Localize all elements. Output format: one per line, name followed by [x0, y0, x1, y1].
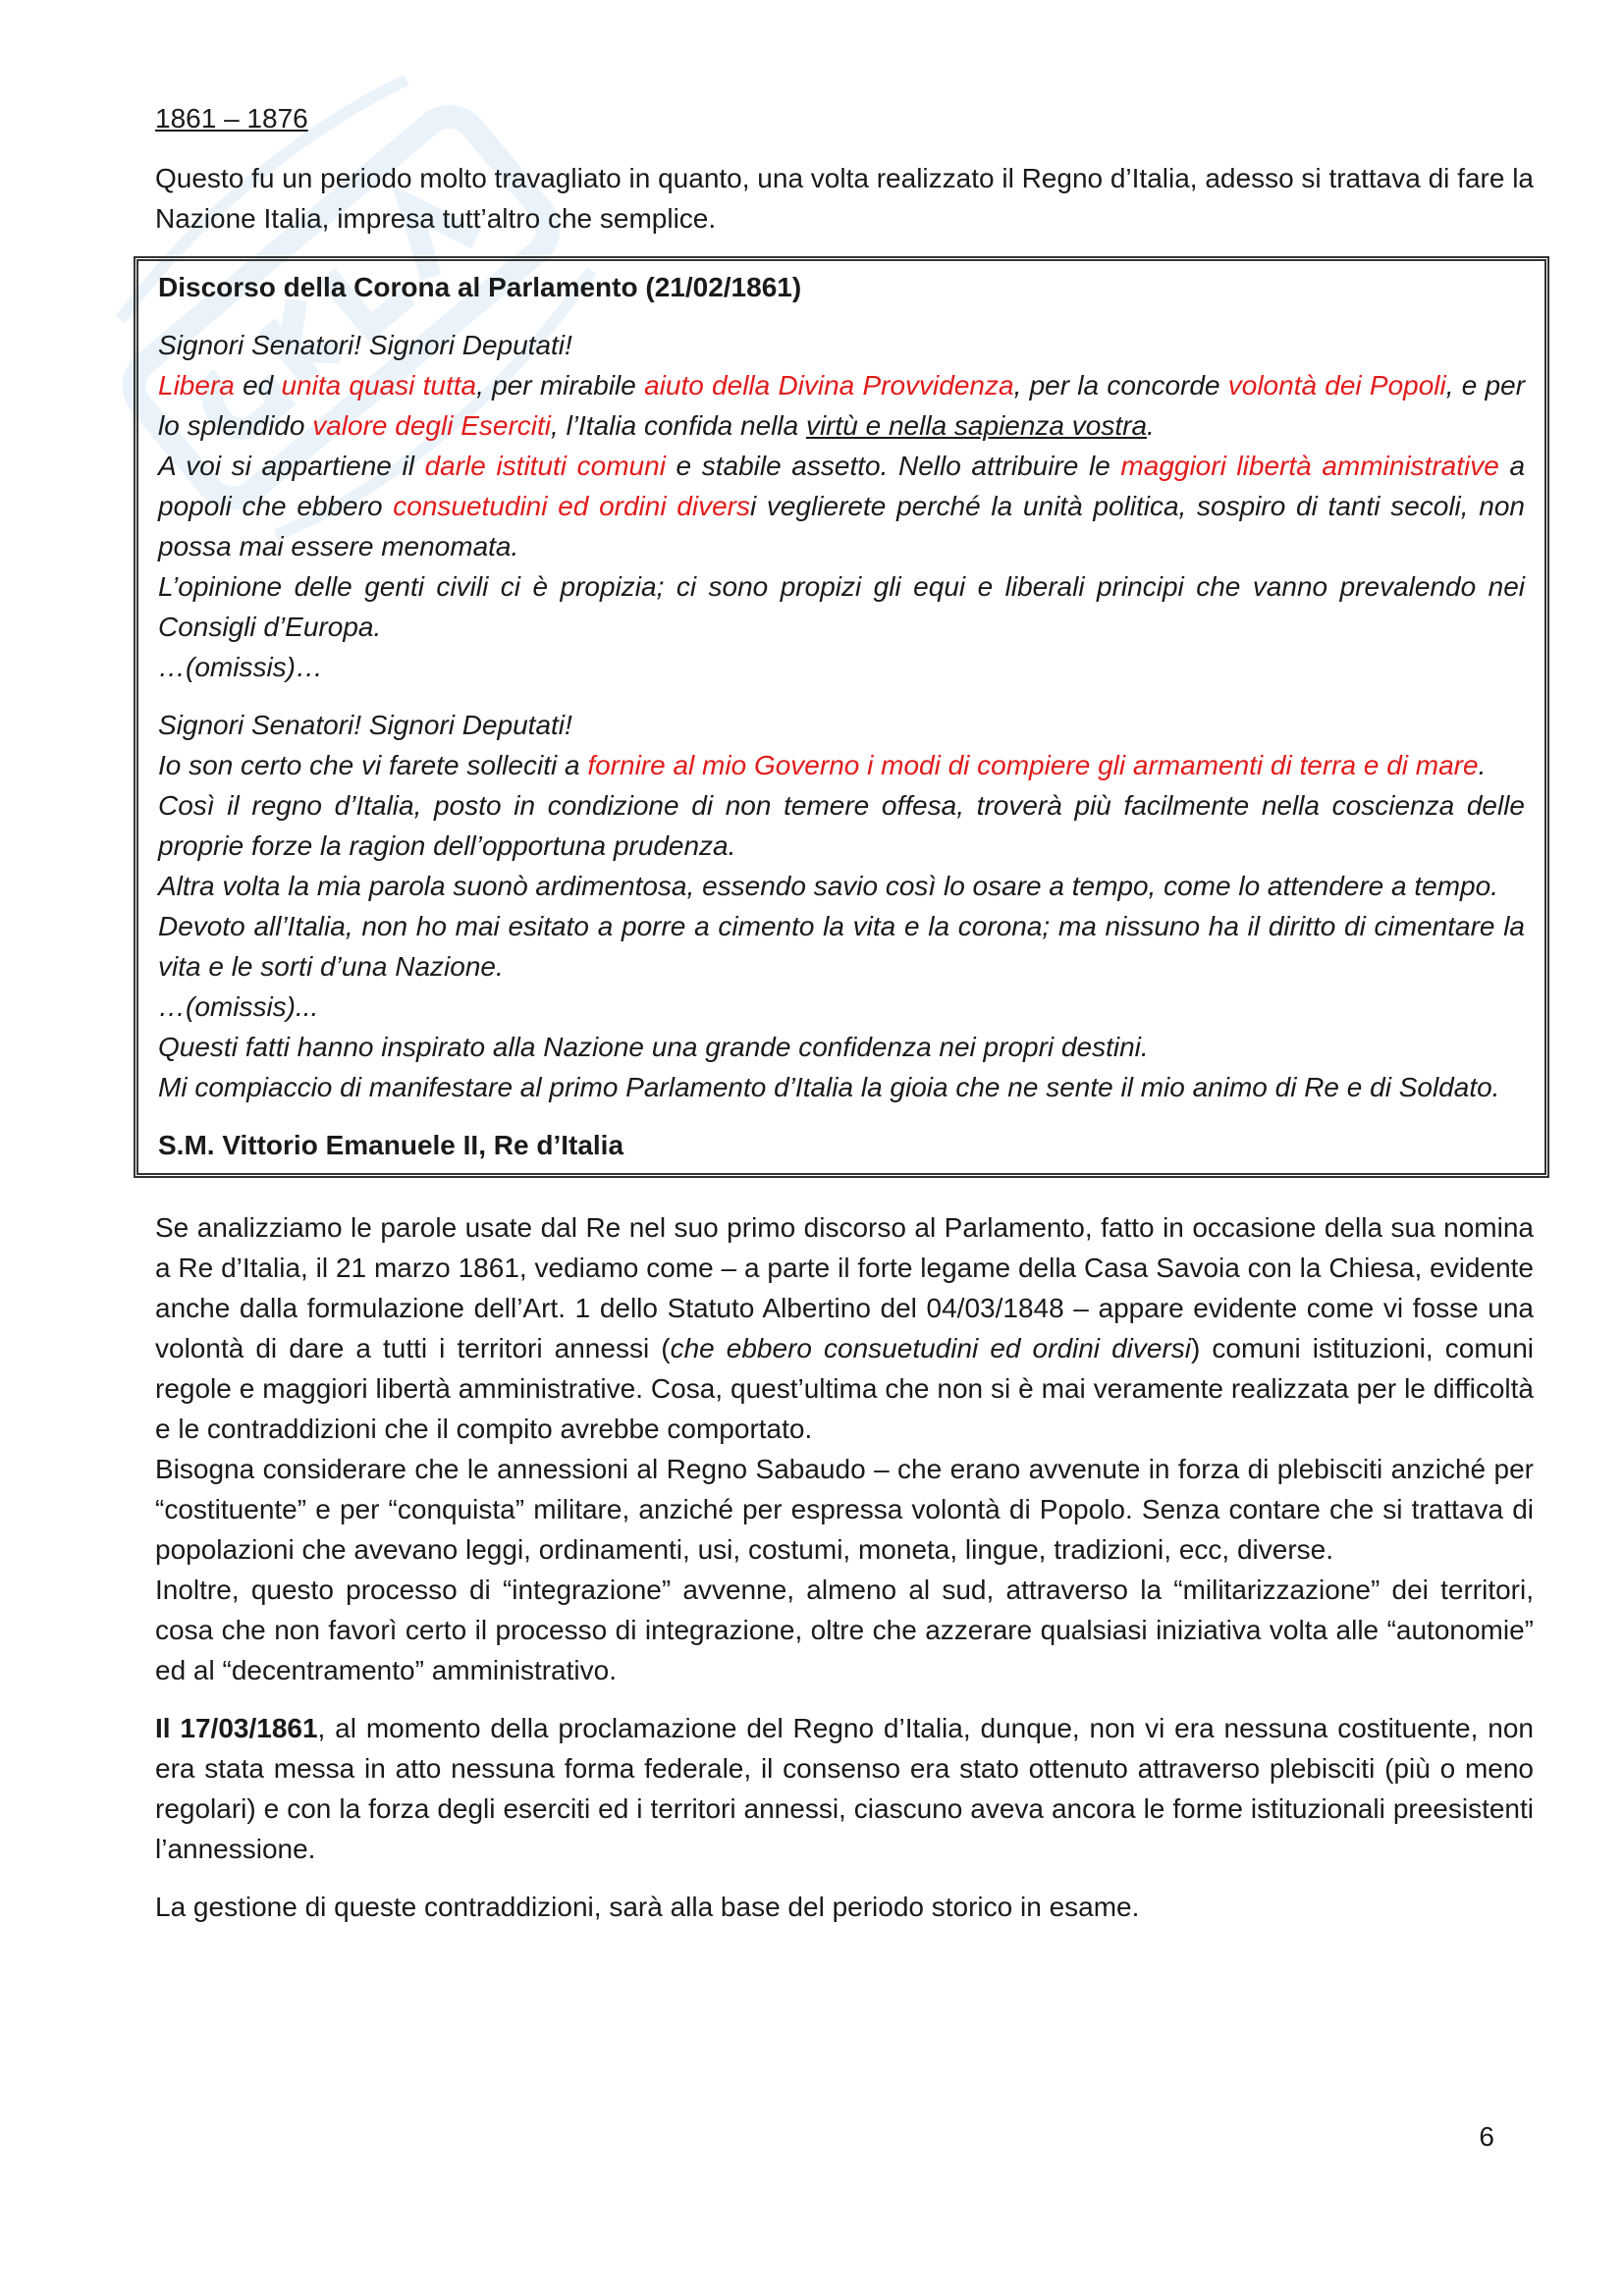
page-number: 6 [1479, 2121, 1494, 2152]
analysis-paragraph-5: La gestione di queste contraddizioni, sarà alla base del periodo storico in esame. [155, 1892, 1140, 1922]
analysis-paragraph-2: Bisogna considerare che le annessioni al Regno Sabaudo – che erano avvenute in forza di plebisciti anziché per “costituente” e per “conquista” militare, anziché per espressa volontà di Popolo. Senza contare che si trattava di popolazioni che avevano leggi, ordinamenti, usi, costumi, moneta, lingue, tradizioni, ecc, diverse. [155, 1454, 1534, 1565]
paragraph-text: Se analizziamo le parole usate dal Re nel suo primo discorso al Parlamento, fatto in occasione della sua nomina a Re d’Italia, il 21 marzo 1861, vediamo come – a parte il forte legame della Casa Savoia con la Chiesa, evidente anche dalla formulazione dell’Art. 1 dello Statuto Albertino del 04/03/1848 – appare evidente come vi fosse una volontà di dare a tutti i territori annessi ( [155, 1212, 1534, 1363]
speech-line: …(omissis)… [158, 652, 323, 682]
paragraph-text: ) comuni istituzioni, comuni regole e maggiori libertà amministrative. Cosa, quest’ultima che non si è mai veramente realizzata per le difficoltà e le contraddizioni che il compito avrebbe comportato. [155, 1333, 1535, 1444]
speech-stanza-2 [158, 705, 1525, 1107]
speech-line: …(omissis)... [158, 991, 319, 1022]
speech-highlight: Libera [158, 370, 235, 400]
speech-highlight: volontà dei Popoli [1227, 370, 1446, 400]
speech-text: , per la concorde [1013, 370, 1228, 400]
speech-text: , l’Italia confida nella [551, 410, 806, 441]
date-range-heading: 1861 – 1876 [155, 103, 308, 133]
analysis-paragraph-3: Inoltre, questo processo di “integrazione” avvenne, almeno al sud, attraverso la “militarizzazione” dei territori, cosa che non favorì certo il processo di integrazione, oltre che azzerare qualsiasi iniziativa volta alle “autonomie” ed al “decentramento” amministrativo. [155, 1575, 1534, 1685]
speech-text: e stabile assetto. Nello attribuire le [665, 451, 1121, 481]
speech-text: ed [234, 370, 282, 400]
intro-paragraph: Questo fu un periodo molto travagliato in quanto, una volta realizzato il Regno d’Italia, adesso si trattava di fare la Nazione Italia, impresa tutt’altro che semplice. [155, 163, 1534, 234]
speech-box [134, 256, 1549, 1178]
speech-line: Mi compiaccio di manifestare al primo Parlamento d’Italia la gioia che ne sente il mio animo di Re e di Soldato. [158, 1072, 1500, 1102]
speech-text: , per mirabile [476, 370, 645, 400]
speech-highlight: darle istituti comuni [424, 451, 666, 481]
speech-line: Così il regno d’Italia, posto in condizione di non temere offesa, troverà più facilmente nella coscienza delle proprie forze la ragion dell’opportuna prudenza. [158, 790, 1525, 861]
speech-text: A voi si appartiene il [158, 451, 425, 481]
speech-text: , e per lo splendido [158, 370, 1526, 441]
speech-text: . [1478, 750, 1487, 780]
speech-highlight: unita quasi tutta [281, 370, 477, 400]
paragraph-bold-date: Il 17/03/1861 [155, 1713, 318, 1743]
speech-line: Signori Senatori! Signori Deputati! [158, 710, 572, 740]
speech-line [158, 745, 1525, 785]
speech-highlight: maggiori libertà amministrative [1120, 451, 1499, 481]
speech-underline: virtù e nella sapienza vostra [805, 410, 1148, 441]
analysis-section [155, 1207, 1534, 1927]
speech-line [158, 365, 1525, 446]
speech-highlight: aiuto della Divina Provvidenza [644, 370, 1014, 400]
speech-text: Io son certo che vi farete solleciti a [158, 750, 588, 780]
speech-line: L’opinione delle genti civili ci è propizia; ci sono propizi gli equi e liberali principi che vanno prevalendo nei Consigli d’Europa. [158, 571, 1525, 642]
speech-title: Discorso della Corona al Parlamento (21/02/1861) [158, 272, 802, 302]
speech-highlight: fornire al mio Governo i modi di compiere gli armamenti di terra e di mare [587, 750, 1479, 780]
speech-text: i veglierete perché la unità politica, sospiro di tanti secoli, non possa mai essere menomata. [158, 491, 1525, 561]
speech-signature: S.M. Vittorio Emanuele II, Re d’Italia [158, 1130, 624, 1160]
analysis-paragraph-4 [155, 1708, 1534, 1869]
paragraph-text: , al momento della proclamazione del Regno d’Italia, dunque, non vi era nessuna costituente, non era stata messa in atto nessuna forma federale, il consenso era stato ottenuto attraverso plebisciti (più o meno regolari) e con la forza degli eserciti ed i territori annessi, ciascuno aveva ancora le forme istituzionali preesistenti l’annessione. [155, 1713, 1534, 1864]
speech-text: . [1147, 410, 1155, 441]
document-content [155, 98, 1534, 1927]
speech-text: a popoli che ebbero [158, 451, 1526, 521]
speech-line: Signori Senatori! Signori Deputati! [158, 330, 572, 360]
speech-line: Questi fatti hanno inspirato alla Nazione una grande confidenza nei propri destini. [158, 1032, 1149, 1062]
speech-line: Devoto all’Italia, non ho mai esitato a porre a cimento la vita e la corona; ma nissuno ha il diritto di cimentare la vita e le sorti d’una Nazione. [158, 911, 1525, 982]
paragraph-italic: che ebbero consuetudini ed ordini diversi [670, 1333, 1192, 1363]
speech-highlight: consuetudini ed ordini divers [393, 491, 750, 521]
speech-line [158, 446, 1525, 566]
analysis-paragraph-1 [155, 1207, 1534, 1449]
speech-stanza-1 [158, 325, 1525, 687]
speech-highlight: valore degli Eserciti [312, 410, 552, 441]
speech-line: Altra volta la mia parola suonò ardimentosa, essendo savio così lo osare a tempo, come lo attendere a tempo. [158, 871, 1498, 901]
